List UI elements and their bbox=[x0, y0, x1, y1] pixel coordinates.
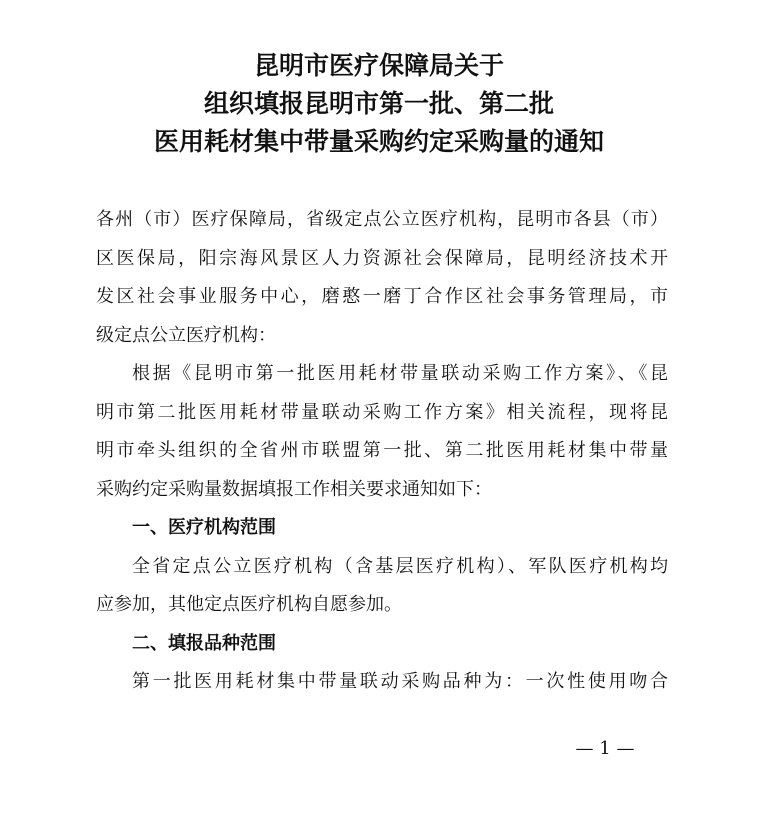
intro-line-4: 采购约定采购量数据填报工作相关要求通知如下： bbox=[96, 478, 492, 500]
addressee-line-1: 各州（市）医疗保障局，省级定点公立医疗机构，昆明市各县（市） bbox=[96, 209, 668, 230]
intro-line-2: 明市第二批医用耗材带量联动采购工作方案》相关流程，现将昆 bbox=[96, 401, 668, 423]
addressee-line-2: 区医保局，阳宗海风景区人力资源社会保障局，昆明经济技术开 bbox=[96, 247, 668, 269]
title-line-2: 组织填报昆明市第一批、第二批 bbox=[203, 89, 554, 118]
title-line-3: 医用耗材集中带量采购约定采购量的通知 bbox=[153, 127, 604, 156]
section-1-heading: 一、医疗机构范围 bbox=[132, 517, 276, 538]
document-title bbox=[0, 47, 758, 161]
addressee-line-4: 级定点公立医疗机构： bbox=[96, 324, 276, 346]
addressee-line-3: 发区社会事业服务中心，磨憨一磨丁合作区社会事务管理局，市 bbox=[96, 286, 668, 307]
document-body bbox=[96, 201, 668, 702]
page-number: — 1 — bbox=[575, 738, 635, 759]
section-2-line-1: 第一批医用耗材集中带量联动采购品种为：一次性使用吻合 bbox=[132, 671, 668, 692]
section-1-line-2: 应参加，其他定点医疗机构自愿参加。 bbox=[96, 594, 402, 615]
intro-line-1: 根据《昆明市第一批医用耗材带量联动采购工作方案》、《昆 bbox=[132, 363, 668, 384]
title-line-1: 昆明市医疗保障局关于 bbox=[253, 51, 504, 80]
intro-line-3: 明市牵头组织的全省州市联盟第一批、第二批医用耗材集中带量 bbox=[96, 440, 668, 461]
section-2-heading: 二、填报品种范围 bbox=[132, 632, 276, 654]
section-1-line-1: 全省定点公立医疗机构（含基层医疗机构）、军队医疗机构均 bbox=[132, 555, 668, 577]
